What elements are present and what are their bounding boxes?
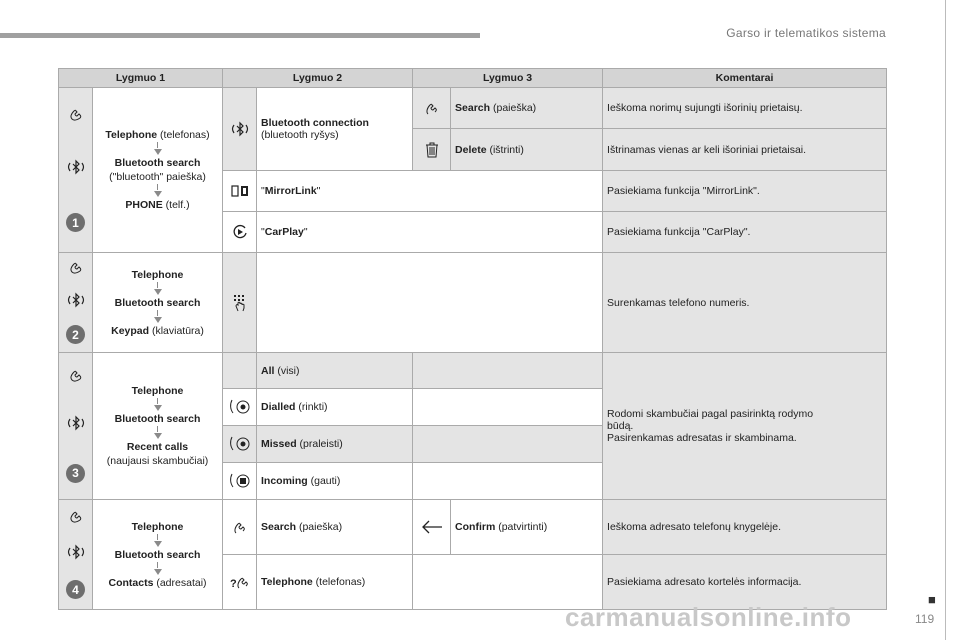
- phone-icon: [69, 261, 83, 275]
- incoming-empty: [413, 463, 603, 500]
- delete-label: Delete (ištrinti): [451, 129, 603, 171]
- keypad-icon-cell: [223, 253, 257, 353]
- mirrorlink-icon: [231, 184, 249, 198]
- header-level1: Lygmuo 1: [59, 69, 223, 88]
- header-comments: Komentarai: [603, 69, 887, 88]
- confirm-icon-cell: [413, 500, 451, 555]
- dialled-icon-cell: [223, 389, 257, 426]
- confirm-label: Confirm (patvirtinti): [451, 500, 603, 555]
- mirrorlink-comment: Pasiekiama funkcija "MirrorLink".: [603, 171, 887, 212]
- section-number-badge: 4: [66, 580, 85, 599]
- header-level2: Lygmuo 2: [223, 69, 413, 88]
- bluetooth-icon: [66, 413, 86, 433]
- top-rule: [0, 33, 480, 38]
- bluetooth-icon: [66, 542, 86, 562]
- table-row: [59, 353, 887, 389]
- carplay-icon: [232, 224, 248, 240]
- delete-comment: Ištrinamas vienas ar keli išoriniai prietaisai.: [603, 129, 887, 171]
- mirrorlink-label: "MirrorLink": [257, 171, 603, 212]
- call-icon: [229, 398, 251, 416]
- incoming-label: Incoming (gauti): [257, 463, 413, 500]
- missed-label: Missed (praleisti): [257, 426, 413, 463]
- dialled-empty: [413, 389, 603, 426]
- contact-telephone-icon-cell: [223, 555, 257, 610]
- keypad-icon: [232, 294, 248, 312]
- contacts-search-icon-cell: [223, 500, 257, 555]
- bt-connection-label: Bluetooth connection (bluetooth ryšys): [257, 88, 413, 171]
- keypad-empty: [257, 253, 603, 353]
- search-label: Search (paieška): [451, 88, 603, 129]
- contacts-search-label: Search (paieška): [257, 500, 413, 555]
- table-row: [59, 500, 887, 555]
- phone-icon: [69, 369, 83, 383]
- section1-level1: Telephone (telefonas) Bluetooth search ("bluetooth" paieška) PHONE (telf.): [93, 88, 223, 253]
- bluetooth-icon: [66, 290, 86, 310]
- page-header-title: Garso ir telematikos sistema: [726, 26, 886, 40]
- header-level3: Lygmuo 3: [413, 69, 603, 88]
- search-icon: [232, 519, 248, 535]
- missed-empty: [413, 426, 603, 463]
- table-row: [59, 253, 887, 353]
- section1-icons: [59, 88, 93, 253]
- watermark: carmanualsonline.info: [565, 602, 852, 632]
- section4-icons: [59, 500, 93, 610]
- page-number: 119: [915, 612, 935, 626]
- section4-level1: Telephone Bluetooth search Contacts (adresatai): [93, 500, 223, 610]
- section-number-badge: 2: [66, 325, 85, 344]
- confirm-arrow-icon: [421, 520, 443, 534]
- section3-level1: Telephone Bluetooth search Recent calls (naujausi skambučiai): [93, 353, 223, 500]
- mirrorlink-icon-cell: [223, 171, 257, 212]
- missed-icon-cell: [223, 426, 257, 463]
- section2-level1: Telephone Bluetooth search Keypad (klaviatūra): [93, 253, 223, 353]
- phone-icon: [69, 108, 83, 122]
- search-comment: Ieškoma norimų sujungti išorinių prietaisų.: [603, 88, 887, 129]
- section-number-badge: 3: [66, 464, 85, 483]
- search-icon-cell: [413, 88, 451, 129]
- table-row: [59, 88, 887, 129]
- contact-telephone-label: Telephone (telefonas): [257, 555, 413, 610]
- all-icon-cell: [223, 353, 257, 389]
- call-icon: [229, 435, 251, 453]
- corner-mark: ■: [928, 592, 936, 607]
- phone-icon: [69, 510, 83, 524]
- right-rule: [945, 0, 946, 640]
- incoming-icon-cell: [223, 463, 257, 500]
- call-icon: [229, 472, 251, 490]
- section3-icons: [59, 353, 93, 500]
- dialled-label: Dialled (rinkti): [257, 389, 413, 426]
- bluetooth-icon: [66, 157, 86, 177]
- recent-calls-comment: Rodomi skambučiai pagal pasirinktą rodymo būdą. Pasirenkamas adresatas ir skambinama.: [603, 353, 887, 500]
- contact-telephone-comment: Pasiekiama adresato kortelės informacija.: [603, 555, 887, 610]
- all-empty: [413, 353, 603, 389]
- contacts-search-comment: Ieškoma adresato telefonų knygelėje.: [603, 500, 887, 555]
- bt-connection-icon-cell: [223, 88, 257, 171]
- contact-icon: [230, 574, 250, 590]
- table-header-row: [59, 69, 887, 88]
- carplay-icon-cell: [223, 212, 257, 253]
- section2-icons: [59, 253, 93, 353]
- delete-icon-cell: [413, 129, 451, 171]
- carplay-label: "CarPlay": [257, 212, 603, 253]
- section-number-badge: 1: [66, 213, 85, 232]
- trash-icon: [425, 142, 439, 158]
- svg-text:?: ?: [229, 578, 237, 590]
- all-label: All (visi): [257, 353, 413, 389]
- carplay-comment: Pasiekiama funkcija "CarPlay".: [603, 212, 887, 253]
- bluetooth-icon: [230, 119, 250, 139]
- menu-table: [58, 68, 887, 610]
- search-icon: [424, 100, 440, 116]
- keypad-comment: Surenkamas telefono numeris.: [603, 253, 887, 353]
